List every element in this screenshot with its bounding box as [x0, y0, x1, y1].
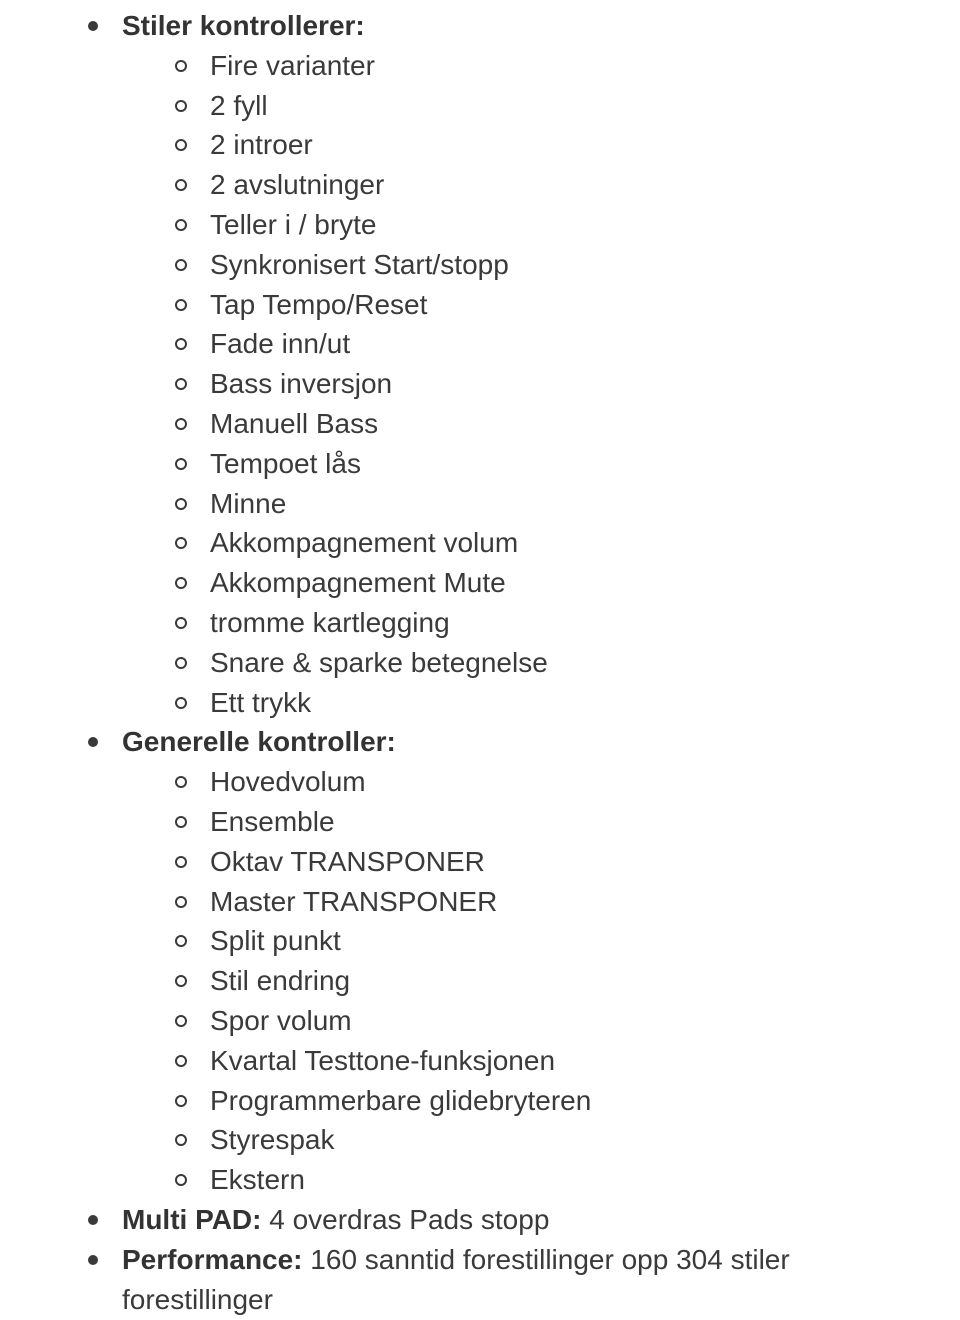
- section-label: Stiler kontrollerer:: [122, 10, 365, 41]
- list-item: Styrespak: [0, 1120, 900, 1160]
- list-item: 2 fyll: [0, 86, 900, 126]
- list-item: Spor volum: [0, 1001, 900, 1041]
- section-multi-pad: [0, 1200, 960, 1240]
- feature-list: [0, 6, 960, 1319]
- list-item: Tap Tempo/Reset: [0, 285, 900, 325]
- list-item: Akkompagnement volum: [0, 523, 900, 563]
- list-item: Kvartal Testtone-funksjonen: [0, 1041, 900, 1081]
- section-performance: [0, 1240, 960, 1320]
- list-item: Snare & sparke betegnelse: [0, 643, 900, 683]
- list-item: Hovedvolum: [0, 762, 900, 802]
- feature-list-content: [0, 6, 960, 1319]
- list-item: Oktav TRANSPONER: [0, 842, 900, 882]
- list-item: Programmerbare glidebryteren: [0, 1081, 900, 1121]
- list-item: Ett trykk: [0, 683, 900, 723]
- list-item: Split punkt: [0, 921, 900, 961]
- section-styles: [0, 6, 960, 722]
- list-item: Bass inversjon: [0, 364, 900, 404]
- list-item: Ekstern: [0, 1160, 900, 1200]
- sub-list: [0, 46, 900, 723]
- list-item: Tempoet lås: [0, 444, 900, 484]
- list-item: Master TRANSPONER: [0, 882, 900, 922]
- list-item: tromme kartlegging: [0, 603, 900, 643]
- list-item: Manuell Bass: [0, 404, 900, 444]
- list-item: Fire varianter: [0, 46, 900, 86]
- list-item: Teller i / bryte: [0, 205, 900, 245]
- list-item: Akkompagnement Mute: [0, 563, 900, 603]
- list-item: 2 avslutninger: [0, 165, 900, 205]
- section-text: 4 overdras Pads stopp: [261, 1203, 550, 1235]
- sub-list: [0, 762, 900, 1200]
- section-label: Performance:: [122, 1243, 303, 1275]
- list-item: Synkronisert Start/stopp: [0, 245, 900, 285]
- list-item: Minne: [0, 484, 900, 524]
- list-item: Stil endring: [0, 961, 900, 1001]
- section-general-controls: [0, 722, 960, 1200]
- section-text: 160 sanntid forestillinger opp 304 stiler forestillinger: [122, 1243, 790, 1315]
- list-item: 2 introer: [0, 125, 900, 165]
- section-label: Multi PAD:: [122, 1203, 262, 1235]
- list-item: Ensemble: [0, 802, 900, 842]
- list-item: Fade inn/ut: [0, 324, 900, 364]
- section-label: Generelle kontroller:: [122, 726, 396, 758]
